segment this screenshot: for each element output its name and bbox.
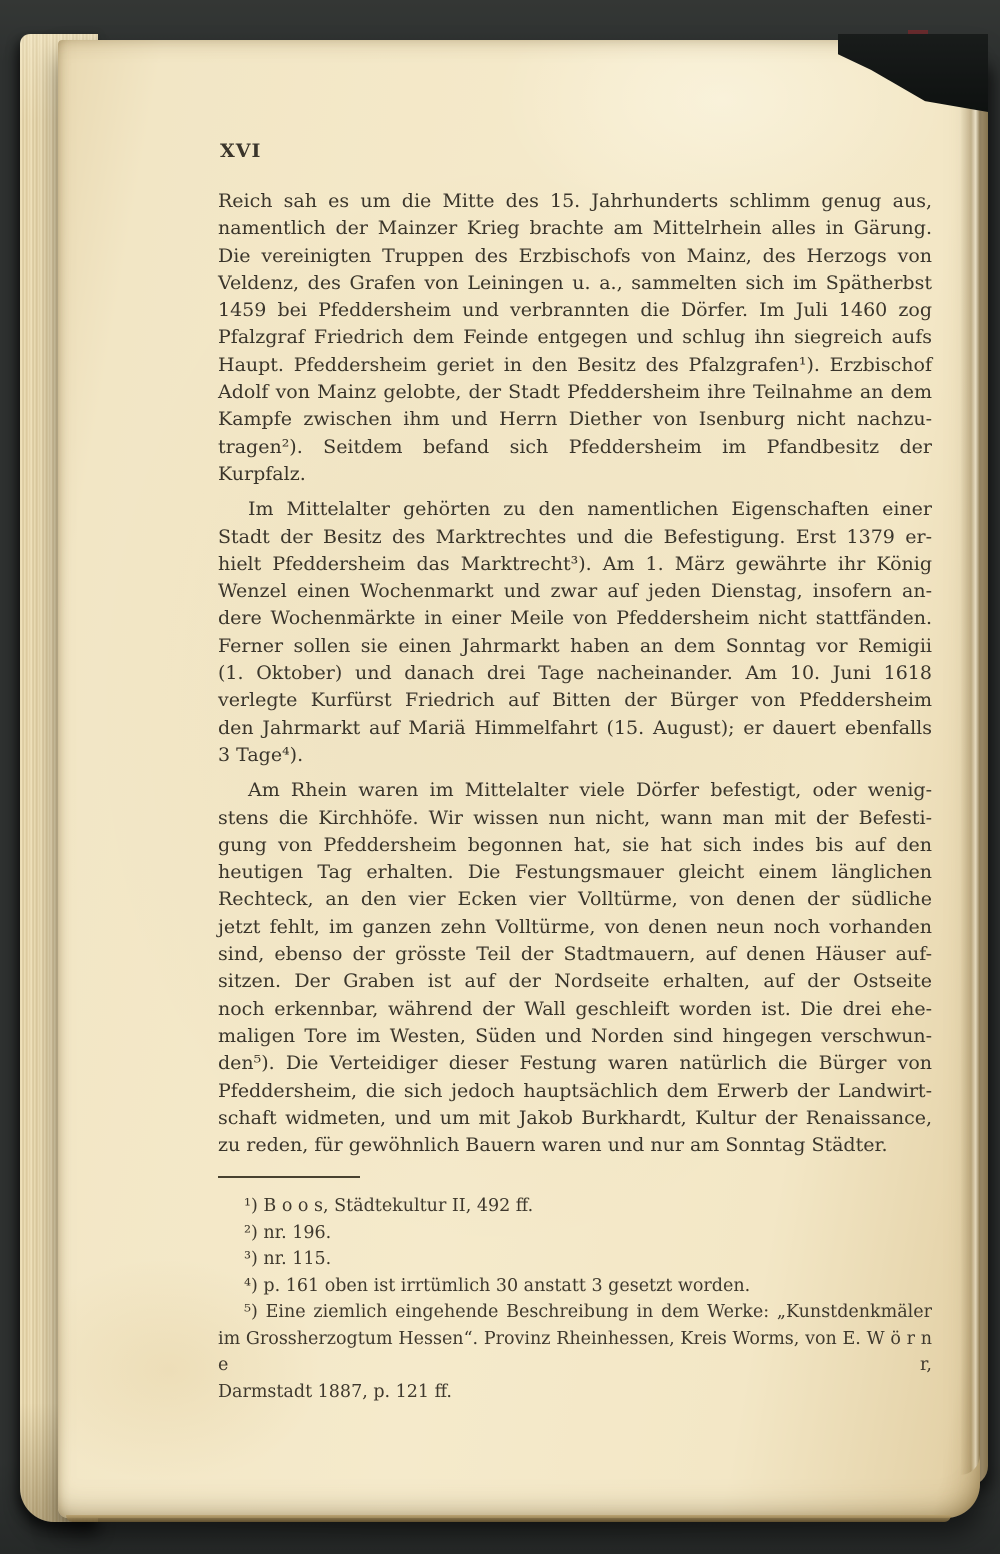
text-line: Pfalzgraf Friedrich dem Feinde entgegen und schlug ihn siegreich aufs <box>218 326 932 349</box>
text-line: 3 Tage⁴). <box>218 743 304 766</box>
page-number: XVI <box>220 140 262 162</box>
text-line: Veldenz, des Grafen von Leiningen u. a., sammelten sich im Spätherbst <box>218 271 932 294</box>
text-line: stens die Kirchhöfe. Wir wissen nun nicht, wann man mit der Befesti- <box>218 806 932 829</box>
text-line: den Jahrmarkt auf Mariä Himmelfahrt (15. August); er dauert ebenfalls <box>218 716 932 739</box>
text-line: hielt Pfeddersheim das Marktrecht³). Am 1. März gewährte ihr König <box>218 552 932 575</box>
text-line: Pfeddersheim, die sich jedoch hauptsächlich dem Erwerb der Landwirt- <box>218 1079 932 1102</box>
footnote-line: ⁵) Eine ziemlich eingehende Beschreibung in dem Werke: „Kunstdenkmäler <box>244 1302 932 1323</box>
paragraph <box>218 777 932 1159</box>
book-page <box>58 40 980 1518</box>
text-line: (1. Oktober) und danach drei Tage nacheinander. Am 10. Juni 1618 <box>218 662 932 685</box>
footnote-item <box>218 1220 932 1247</box>
text-line: namentlich der Mainzer Krieg brachte am Mittelrhein alles in Gärung. <box>218 217 932 240</box>
text-line: jetzt fehlt, im ganzen zehn Volltürme, von denen neun noch vorhanden <box>218 915 932 938</box>
text-line: Adolf von Mainz gelobte, der Stadt Pfeddersheim ihre Teilnahme an dem <box>218 381 932 404</box>
paragraph <box>218 496 932 769</box>
text-line: tragen²). Seitdem befand sich Pfeddersheim im Pfandbesitz der <box>218 435 932 458</box>
body-text <box>218 188 932 1159</box>
text-line: sind, ebenso der grösste Teil der Stadtmauern, auf denen Häuser auf- <box>218 943 932 966</box>
footnote-item <box>218 1299 932 1405</box>
text-line: Kurpfalz. <box>218 462 306 485</box>
text-line: Wenzel einen Wochenmarkt und zwar auf jeden Dienstag, insofern an- <box>218 580 932 603</box>
footnote-item <box>218 1273 932 1300</box>
footnote-item <box>218 1193 932 1220</box>
text-line: dere Wochenmärkte in einer Meile von Pfeddersheim nicht stattfänden. <box>218 607 932 630</box>
footnote-separator <box>218 1176 360 1178</box>
footnote-line: ³) nr. 115. <box>244 1249 332 1270</box>
footnote-line: ⁴) p. 161 oben ist irrtümlich 30 anstatt 3 gesetzt worden. <box>244 1275 751 1296</box>
text-line: Stadt der Besitz des Marktrechtes und die Befestigung. Erst 1379 er- <box>218 525 932 548</box>
footnote-line: Darmstadt 1887, p. 121 ff. <box>218 1381 452 1402</box>
text-line: Rechteck, an den vier Ecken vier Volltürme, von denen der südliche <box>218 888 932 911</box>
text-line: Im Mittelalter gehörten zu den namentlichen Eigenschaften einer <box>248 498 932 521</box>
text-line: 1459 bei Pfeddersheim und verbrannten die Dörfer. Im Juli 1460 zog <box>218 299 932 322</box>
footnotes <box>218 1193 932 1405</box>
text-line: den⁵). Die Verteidiger dieser Festung waren natürlich die Bürger von <box>218 1052 932 1075</box>
text-line: sitzen. Der Graben ist auf der Nordseite erhalten, auf der Ostseite <box>218 970 932 993</box>
footnote-line: ²) nr. 196. <box>244 1222 332 1243</box>
footnote-item <box>218 1246 932 1273</box>
text-line: Die vereinigten Truppen des Erzbischofs von Mainz, des Herzogs von <box>218 244 932 267</box>
text-line: zu reden, für gewöhnlich Bauern waren und nur am Sonntag Städter. <box>218 1134 888 1157</box>
text-line: Haupt. Pfeddersheim geriet in den Besitz des Pfalzgrafen¹). Erzbischof <box>218 353 932 376</box>
text-line: maligen Tore im Westen, Süden und Norden sind hingegen verschwun- <box>218 1024 932 1047</box>
text-line: noch erkennbar, während der Wall geschleift worden ist. Die drei ehe- <box>218 997 932 1020</box>
text-line: Ferner sollen sie einen Jahrmarkt haben an dem Sonntag vor Remigii <box>218 634 932 657</box>
text-line: Am Rhein waren im Mittelalter viele Dörfer befestigt, oder wenig- <box>248 779 932 802</box>
text-line: verlegte Kurfürst Friedrich auf Bitten der Bürger von Pfeddersheim <box>218 689 932 712</box>
text-line: Kampfe zwischen ihm und Herrn Diether von Isenburg nicht nachzu- <box>218 408 932 431</box>
text-line: Reich sah es um die Mitte des 15. Jahrhunderts schlimm genug aus, <box>218 190 932 212</box>
text-block <box>218 140 932 1405</box>
page-bottom-edge <box>66 1515 951 1522</box>
text-line: heutigen Tag erhalten. Die Festungsmauer gleicht einem länglichen <box>218 861 932 884</box>
footnote-line: ¹) B o o s, Städtekultur II, 492 ff. <box>244 1196 534 1217</box>
page-right-edge-curl <box>960 56 980 1475</box>
paragraph <box>218 188 932 488</box>
footnote-line: im Grossherzogtum Hessen“. Provinz Rheinhessen, Kreis Worms, von E. W ö r n e r, <box>218 1328 932 1376</box>
text-line: gung von Pfeddersheim begonnen hat, sie hat sich indes bis auf den <box>218 833 932 856</box>
text-line: schaft widmeten, und um mit Jakob Burkhardt, Kultur der Renaissance, <box>218 1106 932 1129</box>
